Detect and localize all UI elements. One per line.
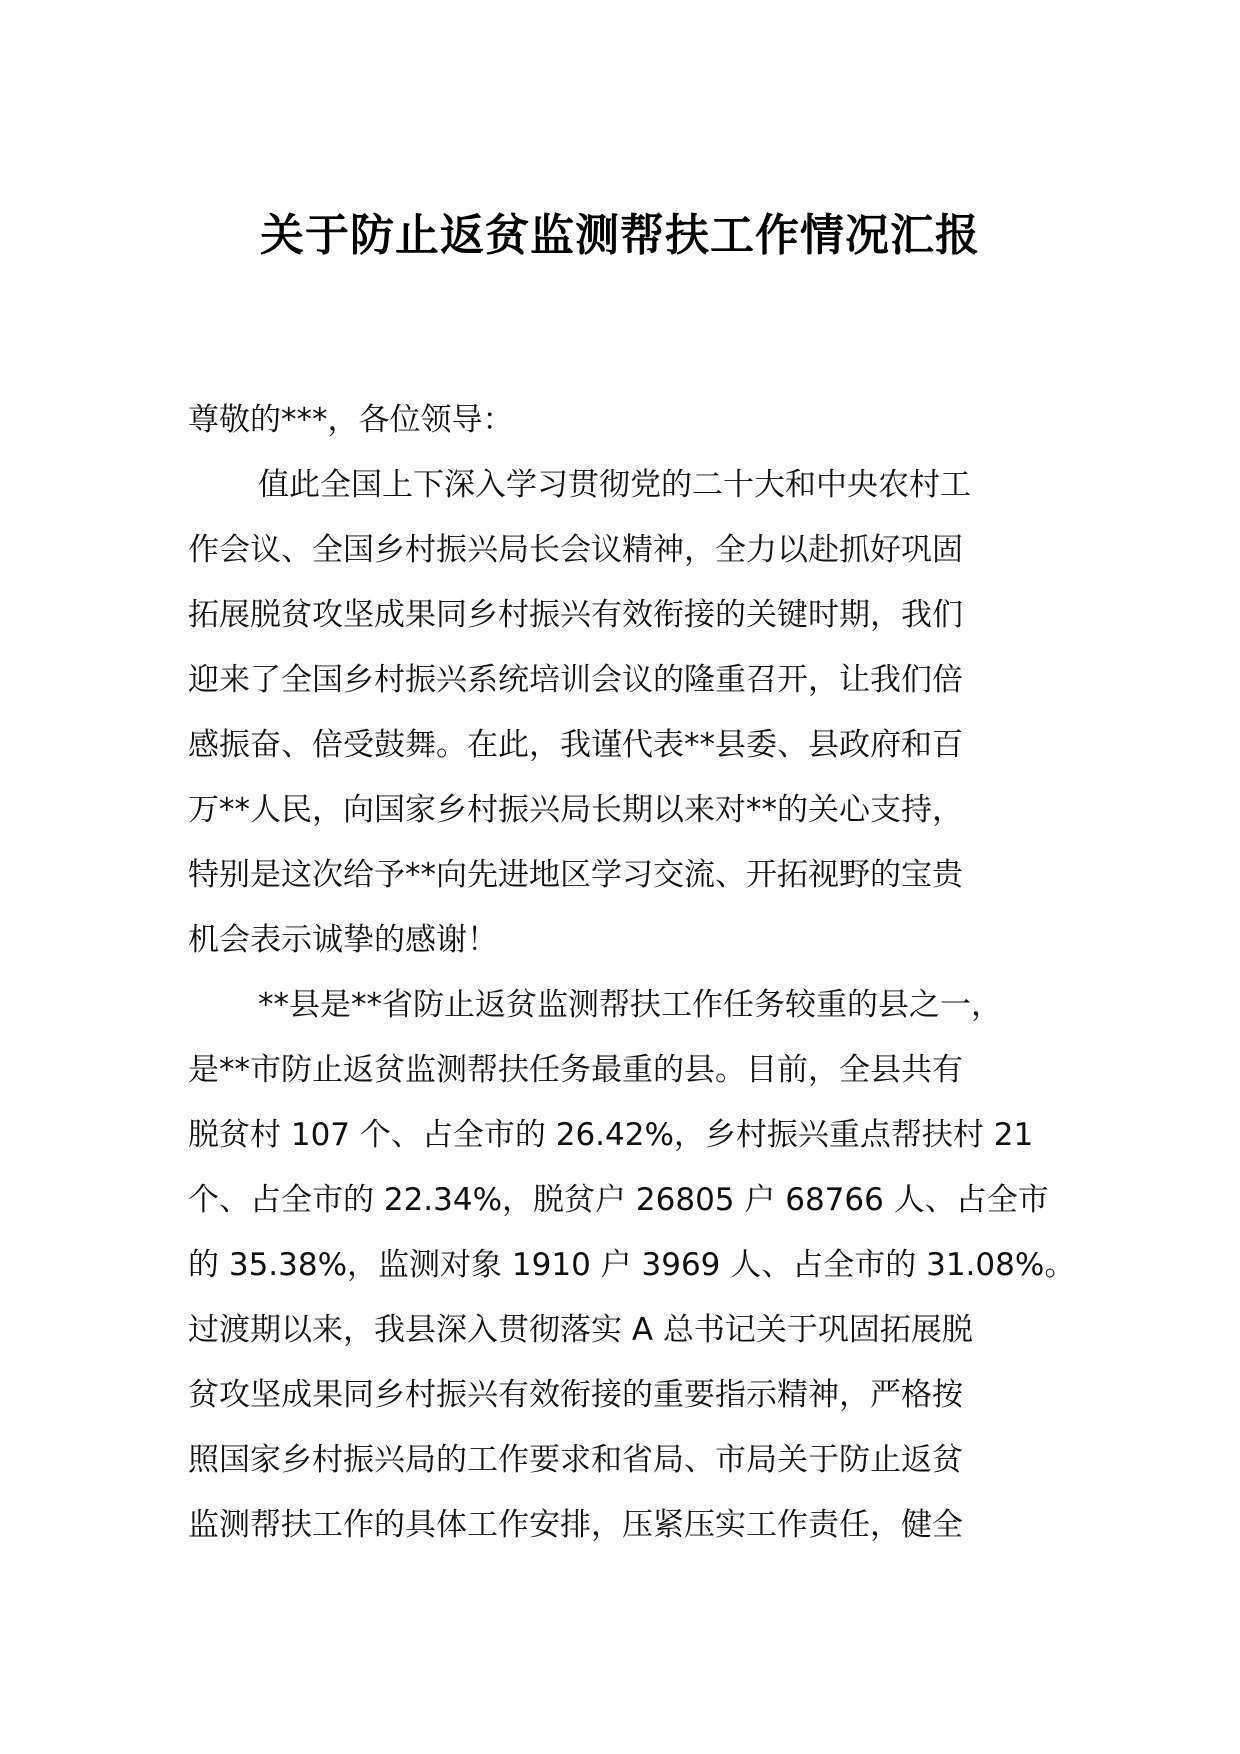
paragraph-line: 脱贫村 107 个、占全市的 26.42%，乡村振兴重点帮扶村 21 [188,1117,1034,1153]
paragraph-line: 值此全国上下深入学习贯彻党的二十大和中央农村工 [258,467,971,503]
salutation-line: 尊敬的***，各位领导： [188,402,514,438]
paragraph-line: 是**市防止返贫监测帮扶任务最重的县。目前，全县共有 [188,1052,963,1088]
paragraph-line: 万**人民，向国家乡村振兴局长期以来对**的关心支持， [188,792,963,828]
paragraph-line: 感振奋、倍受鼓舞。在此，我谨代表**县委、县政府和百 [188,727,963,763]
paragraph-line: 特别是这次给予**向先进地区学习交流、开拓视野的宝贵 [188,857,963,893]
paragraph-line: 监测帮扶工作的具体工作安排，压紧压实工作责任，健全 [188,1507,963,1543]
paragraph-line: 拓展脱贫攻坚成果同乡村振兴有效衔接的关键时期，我们 [188,597,963,633]
paragraph-line: 贫攻坚成果同乡村振兴有效衔接的重要指示精神，严格按 [188,1377,963,1413]
paragraph-line: 的 35.38%，监测对象 1910 户 3969 人、占全市的 31.08%。 [188,1247,1076,1283]
paragraph-line: 过渡期以来，我县深入贯彻落实 A 总书记关于巩固拓展脱 [188,1312,973,1348]
paragraph-line: 迎来了全国乡村振兴系统培训会议的隆重召开，让我们倍 [188,662,963,698]
document-body [188,388,1076,1558]
paragraph-line: 机会表示诚挚的感谢！ [188,922,498,958]
paragraph-line: 作会议、全国乡村振兴局长会议精神，全力以赴抓好巩固 [188,532,963,568]
document-title: 关于防止返贫监测帮扶工作情况汇报 [260,210,980,261]
paragraph-line: 个、占全市的 22.34%，脱贫户 26805 户 68766 人、占全市 [188,1182,1049,1218]
paragraph-line: **县是**省防止返贫监测帮扶工作任务较重的县之一， [258,987,1002,1023]
paragraph-line: 照国家乡村振兴局的工作要求和省局、市局关于防止返贫 [188,1442,963,1478]
